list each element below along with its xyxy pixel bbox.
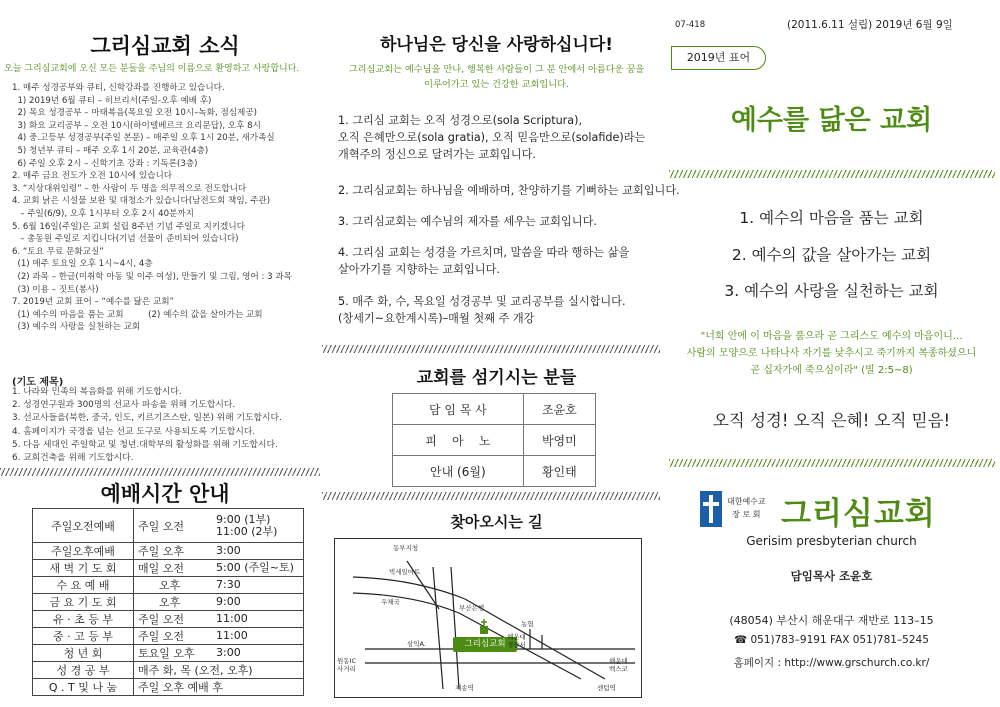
worship-name: 주일오후예배 [33, 543, 134, 560]
point-line: 살아가기를 지향하는 교회입니다. [338, 263, 500, 276]
intro-line: 그리심교회는 예수님을 만나, 행복한 사람들이 그 분 안에서 아름다운 꿈을 [348, 64, 645, 75]
staff-name: 조윤호 [523, 394, 595, 425]
worship-day: 매주 화, 목 (오전, 오후) [134, 662, 304, 679]
prayer-item: 4. 홈페이지가 국경을 넘는 선교 도구로 사용되도록 기도합시다. [12, 426, 256, 437]
news-item: (3) 예수의 사랑을 실천하는 교회 [12, 322, 141, 333]
news-item: 6. “토요 무료 문화교실” [12, 246, 104, 257]
denomination-line: 대한예수교 [727, 497, 766, 506]
staff-name: 황인태 [523, 456, 595, 487]
worship-day: 주일 오후 [134, 543, 213, 560]
staff-role: 피 아 노 [393, 425, 524, 456]
motto-item: 3. 예수의 사랑을 실천하는 교회 [724, 282, 939, 300]
point-line: 개혁주의 정신으로 달려가는 교회입니다. [338, 148, 536, 161]
worship-time: 11:00 [212, 628, 304, 645]
news-item: 2) 목요 성경공부 – 마태복음(목요일 오전 10시–녹화, 점심제공) [12, 108, 258, 119]
phone-fax: ☎ 051)783–9191 FAX 051)781–5245 [734, 634, 929, 646]
divider [669, 170, 995, 178]
church-marker: 그리심교회 [453, 637, 517, 652]
divider [322, 345, 660, 353]
worship-time: 9:00 (1부) 11:00 (2부) [212, 509, 304, 543]
worship-day: 주일 오전 [134, 611, 213, 628]
pastor-name: 담임목사 조윤호 [790, 569, 873, 583]
motto-year-badge: 2019년 표어 [671, 46, 766, 70]
news-item: 3. “지상대위임령” – 한 사람이 두 명을 의무적으로 전도합니다 [12, 183, 247, 194]
worship-day: 오후 [134, 594, 213, 611]
point-line: 5. 매주 화, 수, 목요일 성경공부 및 교리공부를 실시합니다. [338, 295, 626, 308]
prayer-item: 3. 선교사들을(북한, 중국, 인도, 키르기즈스탄, 일본) 위해 기도합시다. [12, 413, 282, 424]
worship-title: 예배시간 안내 [100, 482, 230, 506]
worship-row [33, 679, 304, 696]
worship-row [33, 543, 304, 560]
news-title: 그리심교회 소식 [90, 34, 240, 58]
map-label-jaesong: 재송역 [455, 684, 474, 692]
staff-row [393, 394, 596, 425]
worship-row [33, 662, 304, 679]
cover-column [663, 0, 1000, 707]
intro-column [330, 0, 680, 707]
worship-time: 11:00 [212, 611, 304, 628]
worship-name: 수 요 예 배 [33, 577, 134, 594]
map-label-bigmart: 빅세일마트 [389, 568, 421, 576]
news-column [0, 0, 330, 707]
news-item: 6) 주일 오후 2시 – 신학기초 강좌 : 기독론(3층) [12, 158, 198, 169]
point-line: 4. 그리심 교회는 성경을 가르치며, 말씀을 따라 행하는 삶을 [338, 246, 630, 259]
prayer-list [12, 386, 282, 465]
news-item: (3) 이용 – 짓트(봉사) [12, 284, 99, 295]
love-title: 하나님은 당신을 사랑하십니다! [379, 35, 614, 55]
verse-line: 사람의 모양으로 나타나사 자기를 낮추시고 죽기까지 복종하셨으니 [686, 348, 977, 359]
doc-code: 07-418 [675, 20, 706, 30]
news-item: – 총동원 주일로 지킵니다(기념 선물이 준비되어 있습니다) [12, 234, 239, 245]
map-label-samik: 삼익A. [407, 640, 426, 648]
worship-day: 토요일 오후 [134, 645, 213, 662]
worship-day: 주일 오전 [134, 628, 213, 645]
motto-item: 2. 예수의 값을 살아가는 교회 [731, 246, 932, 264]
worship-row [33, 577, 304, 594]
prayer-item: 5. 다음 세대인 주일학교 및 청년.대학부의 활성화를 위해 기도합시다. [12, 439, 278, 450]
news-list [12, 82, 292, 334]
church-icon [477, 619, 491, 635]
point-5 [338, 293, 626, 327]
news-item: – 주일(6/9), 오후 1시부터 오후 2시 40분까지 [12, 208, 194, 219]
news-item: 4) 중.고등부 성경공부(주일 본문) – 매주일 오후 1시 20분, 새가족실 [12, 133, 275, 144]
map-label-police: 해운대 경찰서 [507, 633, 526, 649]
header-date [787, 17, 953, 32]
worship-name: 금 요 기 도 회 [33, 594, 134, 611]
intro-line: 이루어가고 있는 건강한 교회입니다. [424, 79, 569, 90]
map-title: 찾아오시는 길 [450, 513, 543, 531]
point-line: 오직 은혜만으로(sola gratia), 오직 믿음만으로(solafide)라는 [338, 131, 646, 144]
denomination-line: 장 로 회 [732, 510, 761, 519]
prayer-title: (기도 제목) [12, 377, 64, 388]
worship-name: 주일오전예배 [33, 509, 134, 543]
map-roads [335, 539, 641, 697]
location-map [334, 538, 642, 698]
verse-line: 곧 십자가에 죽으심이라" (빌 2:5~8) [750, 365, 913, 376]
worship-name: 새 벽 기 도 회 [33, 560, 134, 577]
map-label-haeundae: 해운대 벡스코 [609, 657, 628, 673]
divider [669, 459, 995, 467]
staff-role: 담 임 목 사 [393, 394, 524, 425]
worship-time: 9:00 [212, 594, 304, 611]
motto-title: 예수를 닮은 교회 [730, 105, 933, 136]
welcome-text: 오늘 그리심교회에 오신 모든 분들을 주님의 이름으로 환영하고 사랑합니다. [4, 64, 300, 74]
point-2: 2. 그리심교회는 하나님을 예배하며, 찬양하기를 기뻐하는 교회입니다. [338, 184, 680, 197]
worship-row [33, 509, 304, 543]
map-label-post: 우체국 [381, 598, 400, 606]
prayer-item: 1. 나라와 민족의 복음화를 위해 기도합시다. [12, 387, 182, 397]
bible-verse [663, 328, 1000, 379]
cross-logo-icon [700, 491, 722, 527]
worship-day: 주일 오전 [134, 509, 213, 543]
news-item: (1) 예수의 마음을 품는 교회 (2) 예수의 값을 살아가는 교회 [12, 309, 263, 320]
staff-row [393, 425, 596, 456]
staff-row [393, 456, 596, 487]
worship-day: 오후 [134, 577, 213, 594]
prayer-item: 2. 성경연구원과 300명의 선교사 파송을 위해 기도합시다. [12, 400, 236, 411]
point-1 [338, 112, 645, 163]
news-item: (1) 매주 토요일 오후 1시~4시, 4층 [12, 259, 153, 270]
news-item: (2) 과목 – 한글(미취학 아동 및 이주 여성), 만들기 및 그림, 영어 : 3 과목 [12, 271, 292, 282]
worship-day: 매일 오전 [134, 560, 213, 577]
church-name: 그리심교회 [781, 496, 936, 532]
news-item: 5. 6월 16일(주일)은 교회 설립 8주년 기념 주일로 지키겠니다 [12, 221, 245, 232]
map-label-centum: 센텀역 [597, 684, 616, 692]
worship-row [33, 628, 304, 645]
worship-name: 중 · 고 등 부 [33, 628, 134, 645]
prayer-item: 6. 교회건축을 위해 기도합시다. [12, 453, 134, 464]
map-label-dongbu: 동부지청 [393, 544, 419, 552]
motto-item: 1. 예수의 마음을 품는 교회 [739, 209, 924, 227]
denomination [727, 495, 766, 521]
divider [322, 492, 660, 500]
slogan: 오직 성경! 오직 은혜! 오직 믿음! [712, 411, 951, 430]
point-4 [338, 244, 629, 278]
worship-time: 5:00 (주일~토) [212, 560, 304, 577]
worship-time: 3:00 [212, 645, 304, 662]
worship-time: 3:00 [212, 543, 304, 560]
worship-name: 성 경 공 부 [33, 662, 134, 679]
worship-day: 주일 오후 예배 후 [134, 679, 304, 696]
map-label-bank: 부산은행 [459, 604, 485, 612]
divider [0, 468, 320, 476]
map-label-nonghyup: 농협 [521, 620, 534, 628]
worship-row [33, 611, 304, 628]
verse-line: "너희 안에 이 마음을 품으라 곧 그리스도 예수의 마음이니... [700, 331, 963, 342]
news-item: 2. 매주 금요 전도가 오전 10시에 있습니다 [12, 171, 173, 182]
news-item: 5) 청년부 큐티 – 매주 오후 1시 20분, 교육관(4층) [12, 145, 209, 156]
bulletin-date: 2019년 6월 9일 [875, 19, 953, 31]
news-item: 1) 2019년 6월 큐티 – 히브리서(주일-오후 예배 후) [12, 95, 212, 106]
worship-row [33, 560, 304, 577]
staff-name: 박영미 [523, 425, 595, 456]
worship-table [32, 508, 304, 696]
worship-row [33, 645, 304, 662]
worship-name: 청 년 회 [33, 645, 134, 662]
worship-row [33, 594, 304, 611]
staff-role: 안내 (6월) [393, 456, 524, 487]
map-label-wondong: 원동IC 사거리 [337, 657, 357, 673]
point-line: 1. 그리심 교회는 오직 성경으로(sola Scriptura), [338, 114, 583, 127]
news-item: 1. 매주 성경공부와 큐티, 신학강좌를 진행하고 있습니다. [12, 83, 225, 93]
intro-text [330, 62, 663, 92]
founded-date: (2011.6.11 설립) [787, 19, 873, 31]
news-item: 7. 2019년 교회 표어 – “예수를 닮은 교회” [12, 297, 175, 308]
church-english-name: Gerisim presbyterian church [746, 534, 917, 548]
news-item: 3) 화요 교리공부 – 오전 10시(하이델베르크 요리문답), 오후 8시 [12, 120, 261, 131]
worship-time: 7:30 [212, 577, 304, 594]
address: (48054) 부산시 해운대구 재반로 113–15 [729, 614, 934, 627]
point-line: (창세기~요한계시록)–매월 첫째 주 개강 [338, 312, 535, 325]
news-item: 4. 교회 낡은 시설물 보완 및 대청소가 있습니다(남전도회 책임, 주관) [12, 196, 271, 207]
worship-name: Q . T 및 나 눔 [33, 679, 134, 696]
homepage-link[interactable]: 홈페이지 : http://www.grschurch.co.kr/ [733, 657, 930, 669]
point-3: 3. 그리심교회는 예수님의 제자를 세우는 교회입니다. [338, 215, 597, 228]
staff-table [392, 393, 596, 487]
worship-name: 유 · 초 등 부 [33, 611, 134, 628]
staff-title: 교회를 섬기시는 분들 [416, 368, 577, 388]
